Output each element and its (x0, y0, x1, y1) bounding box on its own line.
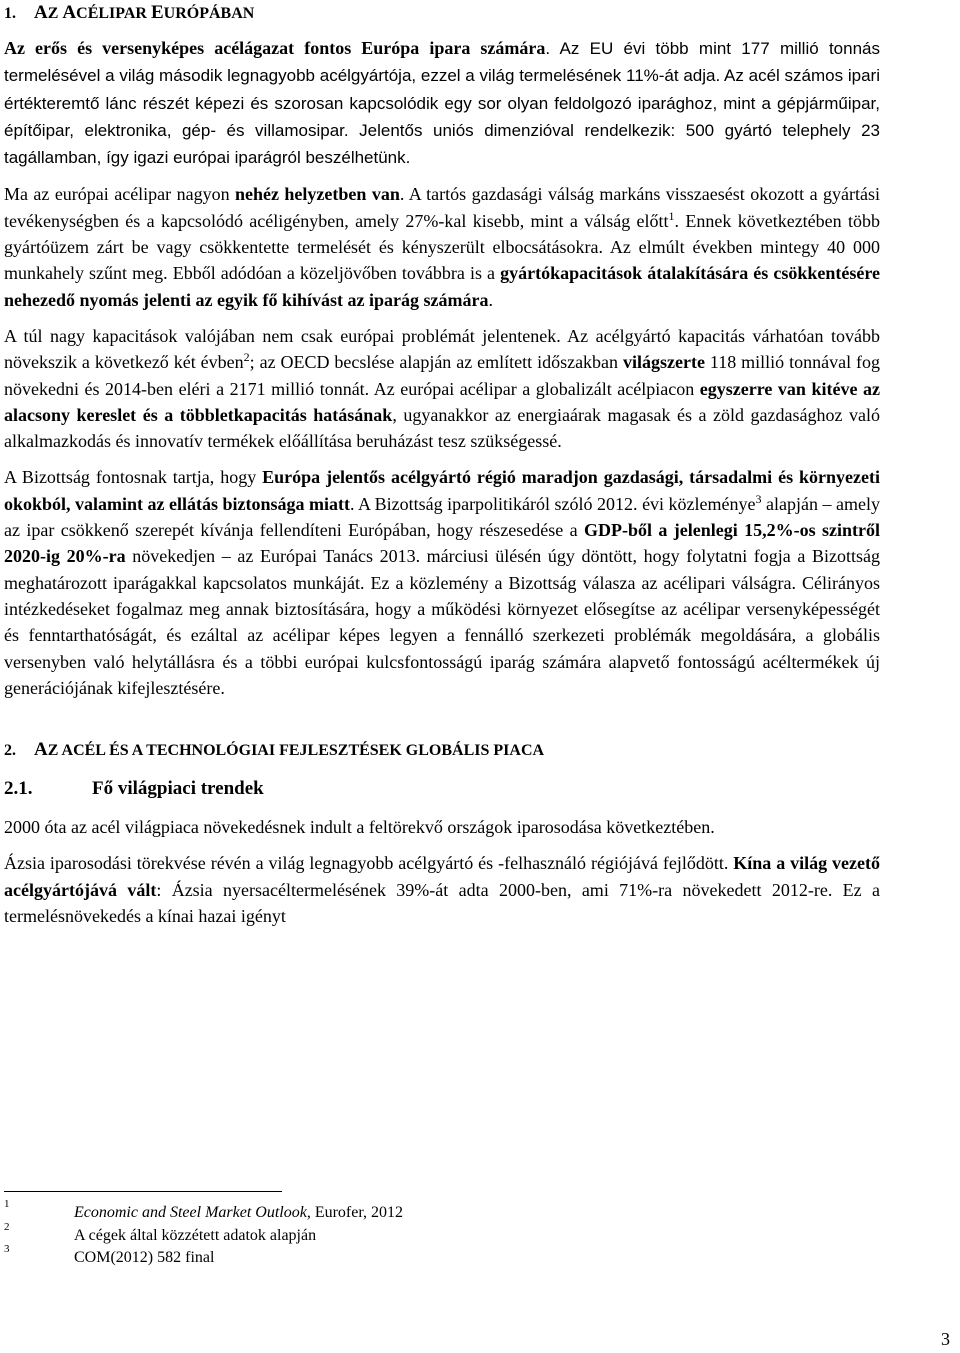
section-2-body (4, 814, 880, 929)
text-run: URÓPÁBAN (163, 5, 255, 22)
bold-text: világszerte (622, 352, 705, 373)
text-run: növekedjen – az Európai Tanács 2013. márciusi ülésén úgy döntött, hogy folytatni fogja a Bizottság meghatározott iparágakkal kapcsolatos munkáját. Ez a közlemény a Bizottság válasza az acélipari válságra. Célirányos intézkedéseket fogalmaz meg annak biztosítására, hogy a működési környezet elősegítse az acélipar versenyképességét és fenntarthatóságát, és ezáltal az acélipar képes legyen a fennálló szerkezeti problémák megoldására, a globális versenyben való helytállásra és a többi európai kulcsfontosságú iparág számára alapvető fontosságú acéltermékek új generációjának kifejlesztésére. (4, 546, 880, 698)
text-run: 2000 óta az acél világpiaca növekedésnek indult a feltörekvő országok iparosodása következtében. (4, 817, 715, 838)
footnote-number: 3 (4, 1243, 10, 1255)
text-run: : Ázsia nyersacéltermelésének 39%-át adta 2000-ben, ami 71%-ra növekedett 2012-re. Ez a termelésnövekedés a kínai hazai igényt (4, 879, 881, 927)
footnote-ref: 1 (668, 208, 675, 223)
text-run: Ázsia iparosodási törekvése révén a világ legnagyobb acélgyártó és -felhasználó régiójává fejlődött. (4, 853, 734, 874)
text-run: CÉLIPAR (76, 5, 151, 22)
bold-text: Kína a világ vezető acélgyártójává vált (4, 853, 881, 900)
section-number: 1. (4, 5, 16, 22)
text-run: Z ACÉL ÉS A TECHNOLÓGIAI FEJLESZTÉSEK GLOBÁLIS PIACA (47, 742, 545, 760)
text-run: alapján – amely az ipar csökkenő szerepét kívánja fellendíteni Európában, hogy részesedése a (4, 493, 881, 541)
paragraph (4, 323, 880, 454)
section-number: 2. (4, 742, 16, 760)
bold-text: Európa jelentős acélgyártó régió maradjon gazdasági, társadalmi és környezeti okokból, valamint az ellátás biztonsága miatt (4, 467, 880, 514)
text-run: . A Bizottság iparpolitikáról szóló 2012. évi közleménye (350, 493, 756, 514)
text-run: A cégek által közzétett adatok alapján (74, 1226, 317, 1244)
footnote-number: 1 (4, 1198, 10, 1210)
text-run: . (488, 289, 493, 310)
text-run: . A tartós gazdasági válság markáns visszaesést okozott a gyártási tevékenységben és a kapcsolódó acéligényben, amely 27%-kal kisebb, mint a válság előtt (4, 184, 880, 231)
bold-text: GDP-ből a jelenlegi 15,2%-os szintről 2020-ig 20%-ra (4, 520, 880, 567)
footnote-ref: 3 (755, 491, 762, 506)
footnote-text (74, 1227, 316, 1245)
section-1-body (4, 35, 880, 701)
text-run: A túl nagy kapacitások valójában nem csak európai problémát jelentenek. Az acélgyártó kapacitás várhatóan tovább növekszik a következő két évben (4, 325, 880, 373)
document-page (4, 0, 880, 929)
text-run: COM(2012) 582 final (74, 1249, 215, 1266)
text-run: Ma az európai acélipar nagyon (4, 184, 235, 205)
footnote-number: 2 (4, 1220, 10, 1233)
text-run: E (150, 2, 164, 23)
paragraph (4, 181, 880, 312)
italic-text: Economic and Steel Market Outlook (74, 1204, 307, 1221)
text-run: . Ennek következtében több gyártóüzem zárt be vagy csökkentette termelését és kényszerült elbocsátásokra. Az elmúlt években mintegy 40 000 munkahely szűnt meg. Ebből adódóan a közeljövőben továbbra is a (4, 210, 881, 284)
paragraph (4, 850, 880, 929)
text-run: A (62, 2, 77, 23)
footnote-ref: 2 (243, 350, 250, 365)
text-run: . Az EU évi több mint 177 millió tonnás termelésével a világ második legnagyobb acélgyártója, ezzel a világ termelésének 11%-át adja. Az acél számos ipari értékteremtő lánc részét képezi és szorosan kapcsolódik egy sor olyan feldolgozó iparághoz, mint a gépjárműipar, építőipar, elektronika, gép- és villamosipar. Jelentős uniós dimenzióval rendelkezik: 500 gyártó telephely 23 tagállamban, így igazi európai iparágról beszélhetünk. (4, 39, 881, 168)
subsection-number: 2.1. (4, 778, 33, 800)
text-run: ; az OECD becslése alapján az említett időszakban (249, 352, 623, 373)
bold-text: Az erős és versenyképes acélágazat fontos Európa ipara számára (4, 38, 546, 58)
section-heading-2 (4, 737, 880, 764)
text-run: A (34, 2, 48, 23)
text-run: A Bizottság fontosnak tartja, hogy (4, 467, 263, 488)
paragraph (4, 35, 880, 171)
text-run: , Eurofer, 2012 (306, 1204, 404, 1221)
bold-text: nehéz helyzetben van (235, 184, 400, 205)
section-title (34, 739, 545, 761)
text-run: 118 millió tonnával fog növekedni és 2014-ben eléri a 2171 millió tonnát. Az európai acélipar a globalizált acélpiacon (4, 352, 880, 399)
paragraph (4, 814, 880, 840)
paragraph (4, 464, 880, 701)
text-run: Z (47, 5, 63, 22)
text-run: A (34, 739, 48, 761)
page-number: 3 (941, 1329, 950, 1349)
subsection-title: Fő világpiaci trendek (92, 778, 264, 800)
bold-text: egyszerre van kitéve az alacsony kereslet és a többletkapacitás hatásának (4, 378, 880, 425)
footnote-text (74, 1249, 214, 1267)
subsection-heading (4, 776, 880, 802)
bold-text: gyártókapacitások átalakítására és csökkentésére nehezedő nyomás jelenti az egyik fő kihívást az iparág számára (4, 263, 881, 310)
footnote-text (74, 1204, 403, 1222)
footnote-separator (4, 1191, 282, 1192)
section-heading-1 (4, 0, 880, 27)
text-run: , ugyanakkor az energiaárak magasak és a zöld gazdasághoz való alkalmazkodás és innovatív termékek előállítása beruházást tesz szükségessé. (4, 404, 881, 452)
section-title (34, 2, 255, 23)
